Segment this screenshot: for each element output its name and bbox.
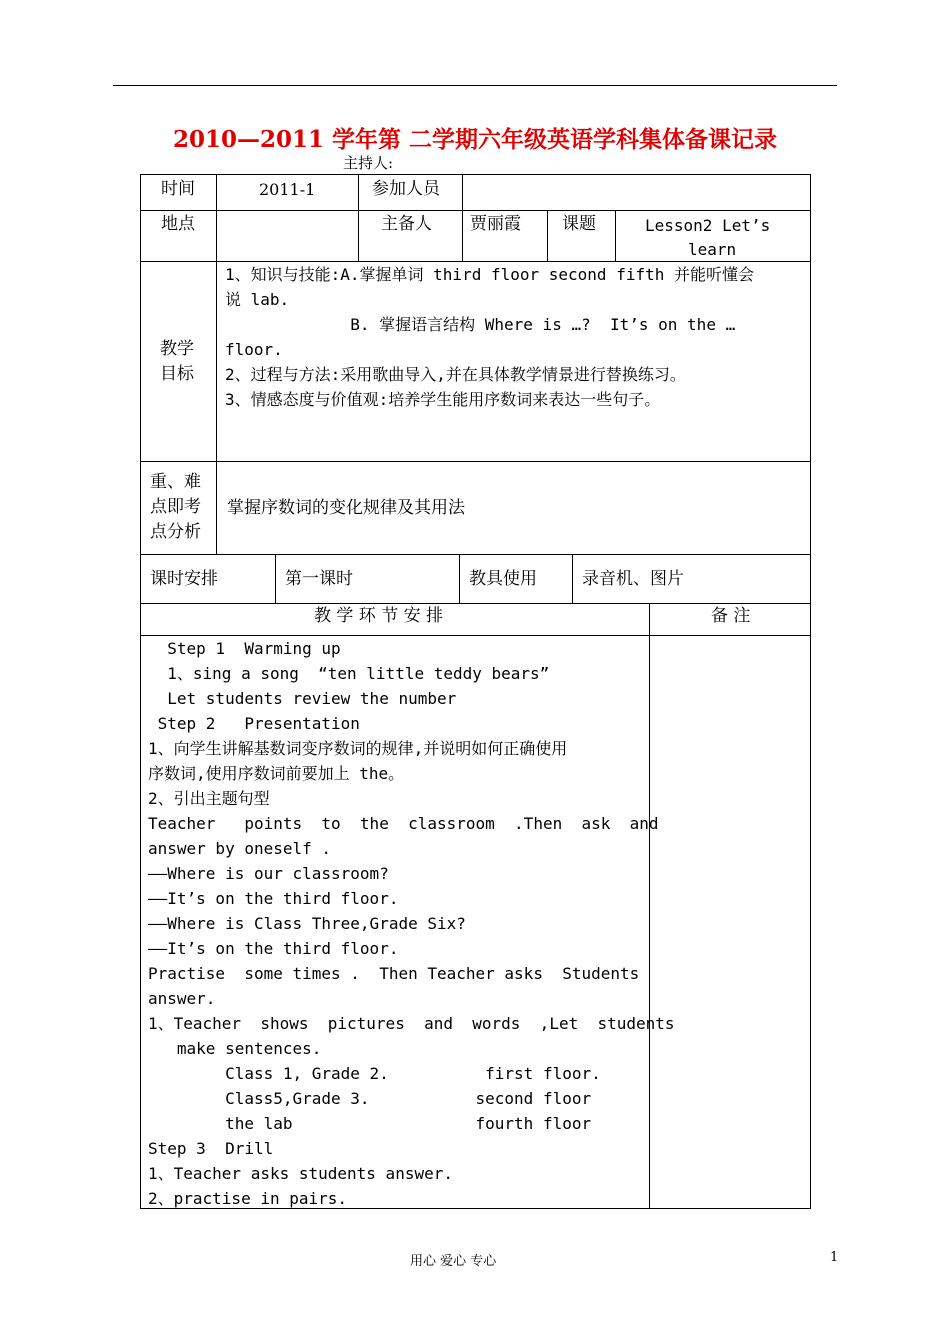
page-number: 1 (830, 1250, 839, 1265)
host-label: 主持人: (343, 154, 394, 172)
step-line: answer by oneself . (148, 839, 332, 858)
step-line: the lab fourth floor (148, 1114, 592, 1133)
header-rule (113, 85, 837, 86)
step-line: answer. (148, 989, 216, 1008)
step-line: Step 2 Presentation (148, 714, 360, 733)
place-value-cell (216, 210, 359, 262)
footer-motto: 用心 爱心 专心 (410, 1254, 497, 1269)
preparer-label: 主备人 (381, 214, 432, 234)
objective-line: 1、知识与技能:A.掌握单词 third floor second fifth 并能听懂会 (225, 265, 754, 284)
step-line: ——Where is our classroom? (148, 864, 389, 883)
objective-line: floor. (225, 340, 283, 359)
objective-line: 说 lab. (225, 290, 290, 309)
objective-line: B. 掌握语言结构 Where is …? It’s on the … (225, 315, 736, 334)
objective-line: 2、过程与方法:采用歌曲导入,并在具体教学情景进行替换练习。 (225, 365, 686, 384)
step-line: Class 1, Grade 2. first floor. (148, 1064, 601, 1083)
step-line: Practise some times . Then Teacher asks Students (148, 964, 640, 983)
notes-cell (649, 635, 811, 1209)
step-line: 2、practise in pairs. (148, 1189, 348, 1208)
step-line: Let students review the number (148, 689, 457, 708)
objective-line: 3、情感态度与价值观:培养学生能用序数词来表达一些句子。 (225, 390, 661, 409)
participants-label: 参加人员 (372, 179, 440, 199)
keypoints-label-line-2: 点即考 (150, 497, 201, 517)
step-line: Step 3 Drill (148, 1139, 274, 1158)
tools-label: 教具使用 (469, 569, 537, 589)
place-label: 地点 (161, 214, 195, 234)
topic-line-2: learn (688, 240, 737, 259)
step-line: 1、Teacher asks students answer. (148, 1164, 453, 1183)
time-value: 2011-1 (259, 180, 316, 199)
step-line: 序数词,使用序数词前要加上 the。 (148, 764, 405, 783)
time-label: 时间 (161, 179, 195, 199)
schedule-label: 课时安排 (150, 569, 218, 589)
page-title: 2010—2011 学年第 二学期六年级英语学科集体备课记录 (172, 126, 778, 153)
participants-value-cell (462, 174, 811, 211)
step-line: ——It’s on the third floor. (148, 889, 399, 908)
keypoints-label-line-1: 重、难 (150, 472, 201, 492)
objectives-label-line-2: 目标 (160, 364, 194, 384)
tools-value: 录音机、图片 (582, 569, 684, 589)
section-header-left: 教 学 环 节 安 排 (314, 606, 444, 626)
objectives-label-line-1: 教学 (160, 339, 194, 359)
keypoints-label-line-3: 点分析 (150, 522, 201, 542)
step-line: Step 1 Warming up (148, 639, 341, 658)
schedule-value: 第一课时 (285, 569, 353, 589)
topic-line-1: Lesson2 Let’s (645, 216, 771, 235)
step-line: 1、sing a song “ten little teddy bears” (148, 664, 550, 683)
step-line: ——Where is Class Three,Grade Six? (148, 914, 466, 933)
section-header-right: 备 注 (711, 606, 751, 626)
step-line: 1、向学生讲解基数词变序数词的规律,并说明如何正确使用 (148, 739, 568, 758)
step-line: ——It’s on the third floor. (148, 939, 399, 958)
topic-label: 课题 (562, 214, 596, 234)
step-line: Class5,Grade 3. second floor (148, 1089, 592, 1108)
step-line: make sentences. (148, 1039, 322, 1058)
step-line: 1、Teacher shows pictures and words ,Let students (148, 1014, 675, 1033)
step-line: 2、引出主题句型 (148, 789, 270, 808)
keypoints-value: 掌握序数词的变化规律及其用法 (227, 498, 465, 518)
preparer-value: 贾丽霞 (470, 214, 521, 234)
step-line: Teacher points to the classroom .Then ask and (148, 814, 659, 833)
